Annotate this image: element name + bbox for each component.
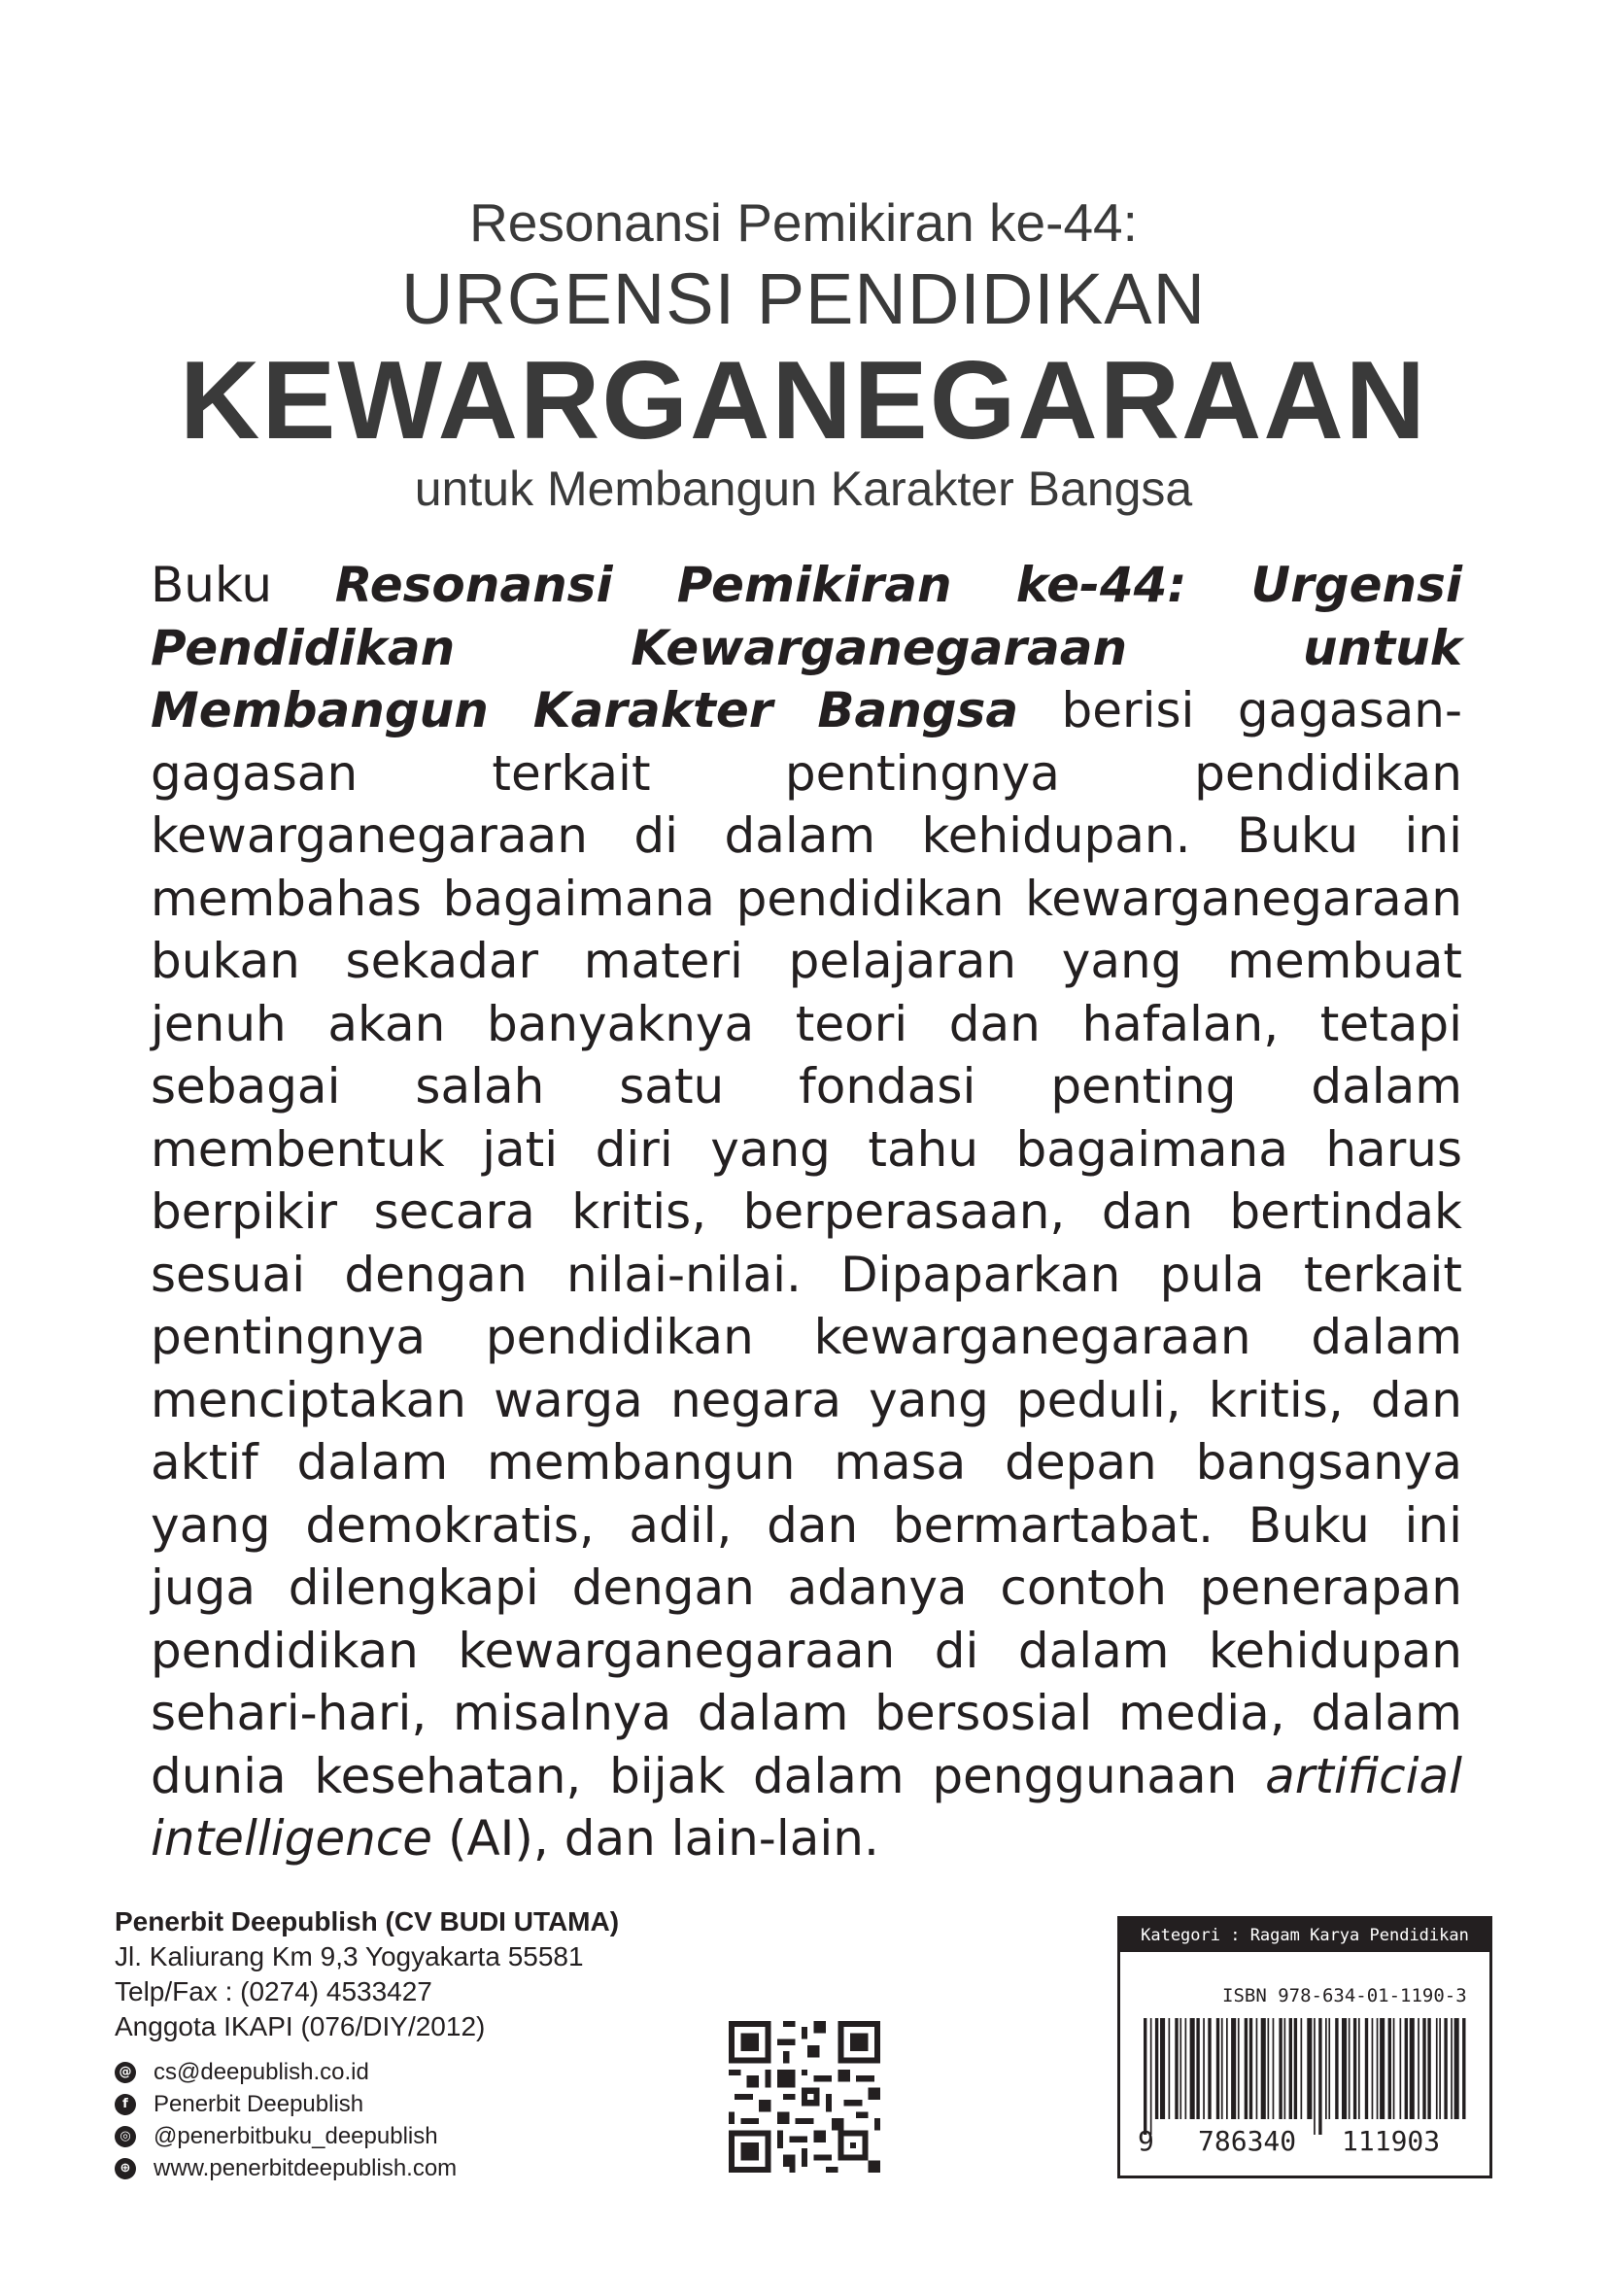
barcode-bar [1410,2018,1415,2119]
barcode-bar [1436,2018,1438,2119]
barcode-bar [1353,2018,1356,2119]
barcode-bar [1256,2018,1258,2119]
subtitle: untuk Membangun Karakter Bangsa [414,462,1193,516]
barcode-bar [1439,2018,1441,2119]
barcode-bar [1318,2018,1321,2135]
publisher-info [115,1904,619,2184]
qr-code[interactable] [729,2021,880,2173]
barcode-bar [1377,2018,1379,2119]
publisher-membership: Anggota IKAPI (076/DIY/2012) [115,2011,486,2041]
barcode-bar [1249,2018,1252,2119]
barcode-bar [1335,2018,1338,2119]
blurb-book-title: Resonansi Pemikiran ke-44: Urgensi Pendidikan Kewarganegaraan untuk Membangun Karakter Bangsa [151,557,1462,738]
isbn-number: ISBN 978-634-01-1190-3 [1222,1985,1467,2006]
title-line-1: URGENSI PENDIDIKAN [400,258,1207,339]
category-label: Kategori : Ragam Karya Pendidikan [1120,1919,1489,1952]
contact-facebook-text: Penerbit Deepublish [154,2091,364,2117]
barcode-bar [1155,2018,1158,2119]
barcode-bar [1365,2018,1368,2119]
barcode-bar [1169,2018,1171,2119]
isbn-barcode-box [1117,1916,1492,2178]
barcode-bar [1393,2018,1395,2119]
facebook-icon: f [115,2094,136,2115]
barcode-bar [1462,2018,1465,2119]
barcode-bar [1388,2018,1391,2119]
barcode-bar [1268,2018,1270,2119]
barcode-bar [1451,2018,1453,2119]
isbn-barcode [1140,2018,1470,2135]
globe-icon: ⊕ [115,2158,136,2179]
barcode-digits-left: 786340 [1198,2125,1297,2157]
barcode-bar [1342,2018,1347,2119]
blurb-ai-term: artificial intelligence [151,1747,1462,1867]
barcode-bar [1422,2018,1425,2119]
barcode-bar [1400,2018,1402,2119]
title-block [0,189,1607,518]
blurb-intro: Buku [151,557,335,613]
barcode-bar [1328,2018,1330,2119]
series-title: Resonansi Pemikiran ke-44: [469,192,1138,253]
barcode-bar [1307,2018,1312,2119]
barcode-bar [1221,2018,1223,2119]
contact-instagram-text: @penerbitbuku_deepublish [154,2123,438,2149]
blurb-body: berisi gagasan-gagasan terkait pentingnya pendidikan kewarganegaraan di dalam kehidupan. Buku ini membahas bagaimana pendidikan kewarganegaraan bukan sekadar materi pelajaran yang membuat jenuh akan banyaknya teori dan hafalan, tetapi sebagai salah satu fondasi penting dalam membentuk jati diri yang tahu bagaimana harus berpikir secara kritis, berperasaan, dan bertindak sesuai dengan nilai-nilai. Dipaparkan pula terkait pentingnya pendidikan kewarganegaraan dalam menciptakan warga negara yang peduli, kritis, dan aktif dalam membangun masa depan bangsanya yang demokratis, adil, dan bermartabat. Buku ini juga dilengkapi dengan adanya contoh penerapan pendidikan kewarganegaraan di dalam kehidupan sehari-hari, misalnya dalam bersosial media, dalam dunia kesehatan, bijak dalam penggunaan [151,682,1462,1804]
publisher-phone: Telp/Fax : (0274) 4533427 [115,1976,432,2006]
barcode-bar [1261,2018,1266,2119]
barcode-bar [1289,2018,1292,2119]
barcode-bar [1203,2018,1205,2119]
contact-email[interactable] [115,2056,619,2088]
barcode-bar [1418,2018,1419,2119]
barcode-digits-right: 111903 [1342,2125,1441,2157]
barcode-bar [1160,2018,1165,2119]
barcode-bar [1180,2018,1181,2119]
barcode-bar [1358,2018,1360,2119]
contact-facebook[interactable] [115,2088,619,2120]
contact-website-text: www.penerbitdeepublish.com [154,2155,458,2181]
barcode-bar [1314,2018,1316,2135]
barcode-bar [1144,2018,1146,2135]
barcode-bar [1216,2018,1219,2119]
title-line-2: KEWARGANEGARAAN [180,339,1427,463]
publisher-name: Penerbit Deepublish (CV BUDI UTAMA) [115,1906,620,1936]
barcode-bar [1380,2018,1385,2119]
barcode-bar [1185,2018,1187,2119]
barcode-bar [1175,2018,1178,2119]
barcode-bar [1325,2018,1327,2119]
barcode-bar [1231,2018,1236,2119]
email-icon: @ [115,2062,136,2083]
barcode-bar [1196,2018,1199,2119]
barcode-bar [1294,2018,1297,2119]
blurb-ending: (AI), dan lain-lain. [432,1810,879,1867]
barcode-bar [1405,2018,1408,2119]
barcode-bar [1349,2018,1351,2119]
instagram-icon: ◎ [115,2126,136,2147]
barcode-bar [1226,2018,1228,2119]
barcode-bar [1273,2018,1275,2119]
barcode-bar [1238,2018,1240,2119]
contact-list [115,2056,619,2184]
barcode-digit-prefix: 9 [1138,2125,1154,2157]
contact-email-text: cs@deepublish.co.id [154,2059,369,2085]
barcode-bar [1150,2018,1152,2135]
barcode-bar [1284,2018,1286,2119]
barcode-bar [1427,2018,1430,2119]
barcode-bar [1444,2018,1447,2119]
contact-instagram[interactable] [115,2120,619,2152]
book-description [151,554,1462,1870]
barcode-bar [1208,2018,1211,2119]
barcode-bar [1190,2018,1195,2119]
contact-website[interactable] [115,2152,619,2184]
barcode-bar [1279,2018,1282,2119]
barcode-bar [1301,2018,1303,2119]
barcode-bar [1372,2018,1374,2119]
barcode-bar [1454,2018,1459,2119]
publisher-address: Jl. Kaliurang Km 9,3 Yogyakarta 55581 [115,1941,584,1971]
barcode-bar [1245,2018,1248,2119]
